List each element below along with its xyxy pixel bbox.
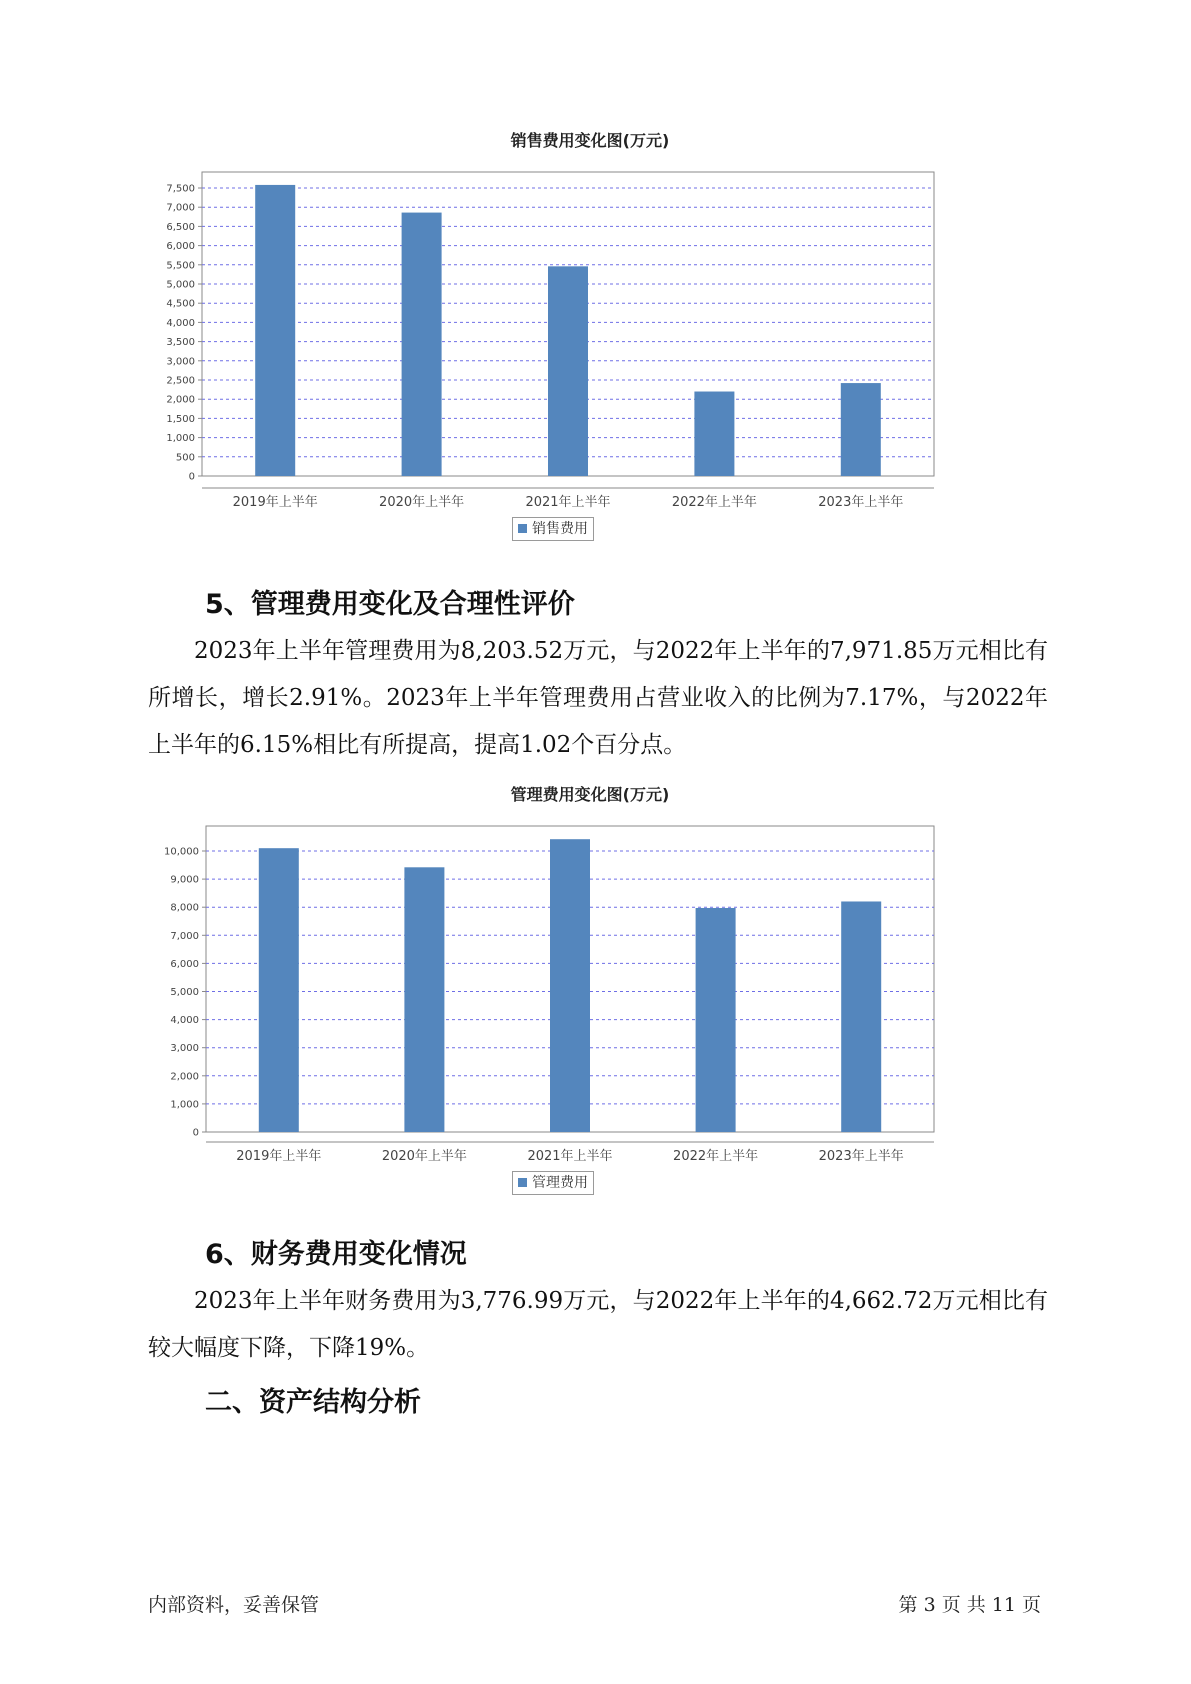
footer-confidential-note: 内部资料，妥善保管 — [148, 1594, 320, 1616]
sales-bar — [694, 392, 734, 476]
sales-chart-title: 销售费用变化图(万元) — [510, 131, 670, 150]
sales-y-tick-label: 0 — [188, 471, 195, 483]
sales-y-tick-label: 5,000 — [166, 279, 195, 291]
sales-y-tick-label: 1,000 — [166, 433, 195, 445]
sales-y-tick-label: 5,500 — [166, 260, 195, 272]
sales-x-tick-label: 2020年上半年 — [379, 495, 465, 510]
finance-paragraph: 2023年上半年财务费用为3,776.99万元，与2022年上半年的4,662.72万元相比有较大幅度下降，下降19%。 — [148, 1288, 1048, 1361]
sales-x-tick-label: 2019年上半年 — [232, 495, 318, 510]
sales-x-tick-label: 2021年上半年 — [525, 495, 611, 510]
admin-y-tick-label: 8,000 — [170, 902, 199, 914]
sales-bar — [548, 266, 588, 476]
footer-page-number: 第 3 页 共 11 页 — [898, 1594, 1041, 1616]
admin-bar — [696, 908, 736, 1132]
sales-y-tick-label: 6,000 — [166, 241, 195, 253]
sales-bar — [255, 185, 295, 476]
admin-bar — [550, 839, 590, 1132]
sales-chart-legend — [512, 517, 594, 541]
legend-swatch-icon — [518, 1178, 527, 1187]
admin-paragraph: 2023年上半年管理费用为8,203.52万元，与2022年上半年的7,971.85万元相比有所增长，增长2.91%。2023年上半年管理费用占营业收入的比例为7.17%，与2022年上半年的6.15%相比有所提高，提高1.02个百分点。 — [148, 638, 1048, 758]
section-heading-finance: 6、财务费用变化情况 — [205, 1239, 467, 1270]
admin-y-tick-label: 3,000 — [170, 1043, 199, 1055]
admin-x-tick-label: 2021年上半年 — [527, 1149, 613, 1164]
sales-y-tick-label: 3,500 — [166, 337, 195, 349]
admin-y-tick-label: 4,000 — [170, 1015, 199, 1027]
admin-y-tick-label: 6,000 — [170, 958, 199, 970]
sales-y-tick-label: 2,000 — [166, 394, 195, 406]
admin-bar — [259, 848, 299, 1132]
section-heading-assets: 二、资产结构分析 — [205, 1387, 421, 1418]
admin-chart-title: 管理费用变化图(万元) — [510, 785, 670, 804]
admin-y-tick-label: 1,000 — [170, 1099, 199, 1111]
sales-y-tick-label: 4,000 — [166, 317, 195, 329]
admin-x-tick-label: 2023年上半年 — [818, 1149, 904, 1164]
admin-y-tick-label: 5,000 — [170, 987, 199, 998]
sales-y-tick-label: 7,500 — [166, 183, 195, 195]
legend-swatch-icon — [518, 524, 527, 533]
admin-legend-label: 管理费用 — [532, 1175, 588, 1191]
sales-chart-svg — [150, 152, 1030, 572]
sales-expense-chart — [150, 130, 1030, 572]
sales-legend-label: 销售费用 — [532, 521, 588, 537]
admin-bar — [404, 867, 444, 1132]
sales-y-tick-label: 6,500 — [166, 221, 195, 233]
admin-x-tick-label: 2019年上半年 — [236, 1149, 322, 1164]
admin-chart-svg — [150, 806, 1030, 1226]
admin-chart-legend — [512, 1171, 594, 1195]
sales-x-tick-label: 2022年上半年 — [671, 495, 757, 510]
admin-y-tick-label: 7,000 — [170, 930, 199, 942]
admin-y-tick-label: 2,000 — [170, 1071, 199, 1083]
sales-bar — [841, 383, 881, 476]
admin-x-tick-label: 2020年上半年 — [381, 1149, 467, 1164]
admin-y-tick-label: 9,000 — [170, 874, 199, 886]
admin-y-tick-label: 10,000 — [164, 846, 199, 858]
sales-bar — [402, 213, 442, 476]
section-heading-admin: 5、管理费用变化及合理性评价 — [205, 589, 575, 620]
sales-y-tick-label: 500 — [175, 452, 195, 464]
sales-y-tick-label: 4,500 — [166, 298, 195, 310]
sales-x-tick-label: 2023年上半年 — [818, 495, 904, 510]
sales-y-tick-label: 1,500 — [166, 413, 195, 425]
sales-y-tick-label: 7,000 — [166, 202, 195, 214]
admin-x-tick-label: 2022年上半年 — [673, 1149, 759, 1164]
sales-y-tick-label: 2,500 — [166, 375, 195, 387]
admin-bar — [841, 901, 881, 1132]
admin-expense-chart — [150, 784, 1030, 1226]
admin-y-tick-label: 0 — [192, 1127, 199, 1139]
sales-y-tick-label: 3,000 — [166, 356, 195, 368]
